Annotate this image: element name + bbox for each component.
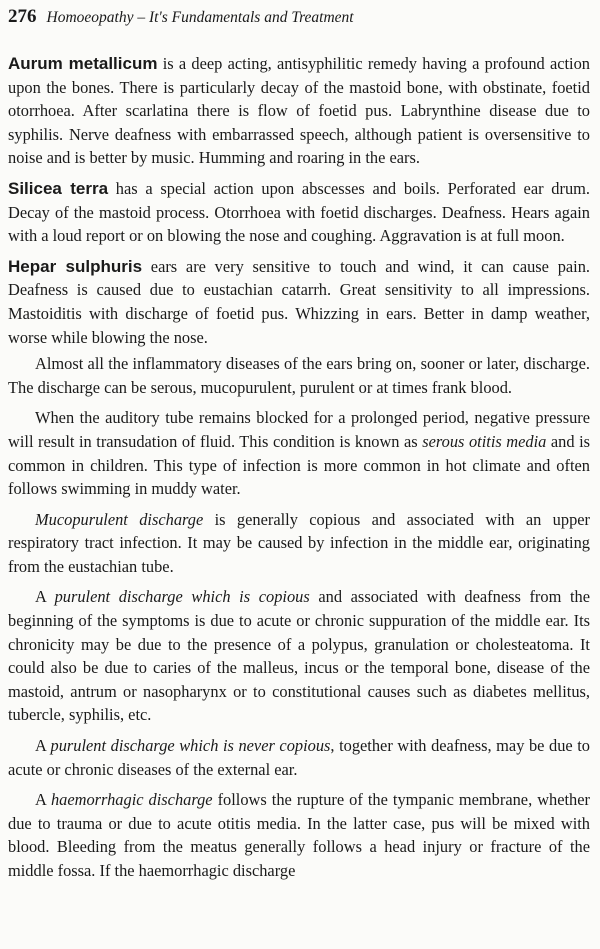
paragraph-text: A bbox=[35, 736, 51, 756]
remedy-term: Silicea terra bbox=[8, 178, 109, 198]
emphasis-term: Mucopurulent discharge bbox=[35, 509, 204, 529]
paragraph-inflammatory-diseases bbox=[8, 352, 590, 399]
paragraph-purulent-never-copious bbox=[8, 734, 590, 781]
paragraph-text: is a deep acting, antisyphilitic remedy having a profound action upon the bones. There is particularly decay of the mastoid bone, with obstinate, foetid otorrhoea. After scarlatina there is flow of foetid pus. Labrynthine disease due to syphilis. Nerve deafness with embarrassed speech, although patient is oversensitive to noise and is better by music. Humming and roaring in the ears. bbox=[8, 54, 591, 168]
paragraph-auditory-tube bbox=[8, 406, 590, 500]
emphasis-term: purulent discharge which is never copious bbox=[50, 736, 331, 756]
paragraph-text: is generally copious and associated with an upper respiratory tract infection. It may be caused by infection in the middle ear, originating from the eustachian tube. bbox=[8, 509, 590, 576]
paragraph-text: and is common in children. This type of infection is more common in hot climate and often follows swimming in muddy water. bbox=[8, 431, 591, 499]
paragraph-hepar-sulphuris bbox=[8, 255, 590, 349]
paragraph-text: and associated with deafness from the beginning of the symptoms is due to acute or chronic suppuration of the middle ear. Its chronicity may be due to the presence of a polypus, granulation or cholesteatoma. It could also be due to caries of the malleus, incus or the temporal bone, disease of the mastoid, antrum or nasopharynx or to constitutional causes such as diabetes mellitus, tubercle, syphilis, etc. bbox=[8, 587, 590, 725]
paragraph-aurum-metallicum bbox=[8, 52, 590, 170]
paragraph-text: A bbox=[35, 587, 55, 607]
emphasis-term: purulent discharge which is copious bbox=[54, 587, 310, 607]
paragraph-purulent-copious bbox=[8, 585, 590, 727]
paragraph-text: When the auditory tube remains blocked for a prolonged period, negative pressure will result in transudation of fluid. This condition is known as bbox=[8, 408, 590, 451]
paragraph-text: A bbox=[35, 790, 51, 810]
paragraph-haemorrhagic-discharge bbox=[8, 788, 590, 882]
emphasis-term: serous otitis media bbox=[422, 431, 547, 451]
paragraph-text: ears are very sensitive to touch and wind, it can cause pain. Deafness is caused due to eustachian catarrh. Great sensitivity to all impressions. Mastoiditis with discharge of foetid pus. Whizzing in ears. Better in damp weather, worse while blowing the nose. bbox=[8, 256, 591, 347]
paragraph-text: Almost all the inflammatory diseases of the ears bring on, sooner or later, discharge. The discharge can be serous, mucopurulent, purulent or at times frank blood. bbox=[8, 354, 590, 397]
paragraph-silicea-terra bbox=[8, 177, 590, 248]
paragraph-text: , together with deafness, may be due to acute or chronic diseases of the external ear. bbox=[8, 736, 590, 779]
paragraph-text: follows the rupture of the tympanic membrane, whether due to trauma or due to acute otitis media. In the latter case, pus will be mixed with blood. Bleeding from the meatus generally follows a head injury or fracture of the middle fossa. If the haemorrhagic discharge bbox=[8, 790, 590, 880]
paragraph-text: has a special action upon abscesses and boils. Perforated ear drum. Decay of the mastoid process. Otorrhoea with foetid discharges. Deafness. Hears again with a loud report or on blowing the nose and coughing. Aggravation is at full moon. bbox=[8, 178, 590, 246]
running-header bbox=[8, 6, 590, 34]
remedy-term: Aurum metallicum bbox=[8, 54, 158, 73]
remedy-term: Hepar sulphuris bbox=[8, 256, 143, 276]
page-number: 276 bbox=[8, 6, 37, 27]
emphasis-term: haemorrhagic discharge bbox=[50, 790, 213, 810]
running-title: Homoeopathy – It's Fundamentals and Treatment bbox=[46, 9, 354, 26]
paragraph-mucopurulent-discharge bbox=[8, 508, 590, 579]
